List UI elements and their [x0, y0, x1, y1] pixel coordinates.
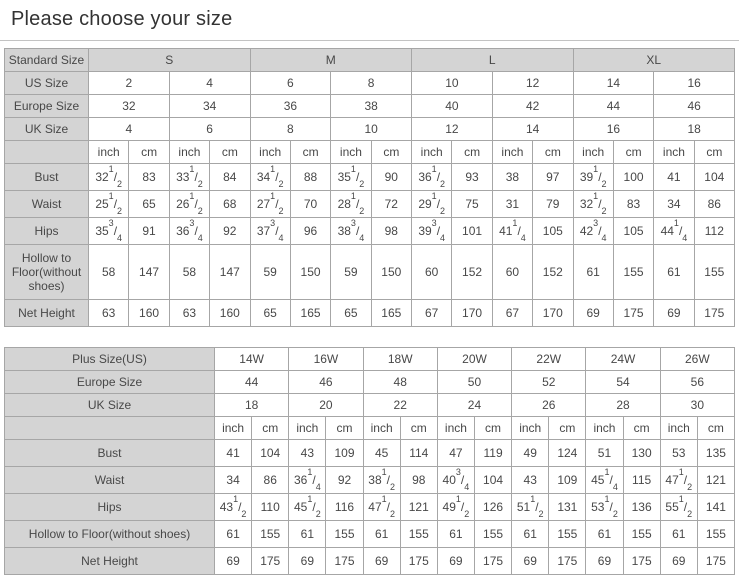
size-group-header: S [89, 49, 251, 72]
measure-cell: 110 [252, 494, 289, 521]
row-label: Hollow to Floor(without shoes) [5, 521, 215, 548]
measure-cell: 104 [694, 164, 734, 191]
measure-cell: 155 [549, 521, 586, 548]
size-cell: 6 [250, 72, 331, 95]
measure-cell: 124 [549, 440, 586, 467]
measure-cell: 175 [613, 300, 653, 327]
size-cell: 22W [512, 348, 586, 371]
measure-cell: $32^1/_2$ [89, 164, 129, 191]
unit-cell: inch [363, 417, 400, 440]
measure-cell: 98 [371, 218, 411, 245]
measure-cell: 83 [613, 191, 653, 218]
measure-cell: 175 [623, 548, 660, 575]
unit-row-corner [5, 417, 215, 440]
unit-row [5, 417, 735, 440]
unit-cell: cm [326, 417, 363, 440]
measure-cell: 69 [289, 548, 326, 575]
size-cell: 44 [215, 371, 289, 394]
size-cell: 42 [492, 95, 573, 118]
measure-cell: 69 [437, 548, 474, 575]
measure-cell: 97 [533, 164, 573, 191]
measure-cell: 136 [623, 494, 660, 521]
unit-cell: inch [331, 141, 371, 164]
measure-cell: 175 [252, 548, 289, 575]
size-group-header: M [250, 49, 412, 72]
size-cell: 16W [289, 348, 363, 371]
size-cell: 18W [363, 348, 437, 371]
measure-cell: 116 [326, 494, 363, 521]
measure-cell: 114 [400, 440, 437, 467]
measure-cell: $39^3/_4$ [412, 218, 452, 245]
measure-cell: 65 [250, 300, 290, 327]
size-cell: 26W [660, 348, 734, 371]
measure-cell: $53^1/_2$ [586, 494, 623, 521]
measure-cell: $33^1/_2$ [169, 164, 209, 191]
measure-cell: 86 [252, 467, 289, 494]
measure-cell: 91 [129, 218, 169, 245]
size-row [5, 348, 735, 371]
size-cell: 46 [289, 371, 363, 394]
measure-cell: 63 [89, 300, 129, 327]
measure-cell: 155 [613, 245, 653, 300]
size-row [5, 72, 735, 95]
measure-cell: 112 [694, 218, 734, 245]
measure-row [5, 548, 735, 575]
measure-cell: 98 [400, 467, 437, 494]
measure-cell: $47^1/_2$ [363, 494, 400, 521]
row-label: Waist [5, 191, 89, 218]
measure-cell: $49^1/_2$ [437, 494, 474, 521]
row-label: Europe Size [5, 95, 89, 118]
unit-cell: cm [452, 141, 492, 164]
unit-cell: inch [89, 141, 129, 164]
unit-cell: cm [290, 141, 330, 164]
unit-cell: inch [250, 141, 290, 164]
measure-cell: 130 [623, 440, 660, 467]
row-label: Plus Size(US) [5, 348, 215, 371]
measure-cell: 165 [290, 300, 330, 327]
measure-cell: 69 [654, 300, 694, 327]
measure-cell: $39^1/_2$ [573, 164, 613, 191]
size-cell: 50 [437, 371, 511, 394]
row-label: Hips [5, 494, 215, 521]
measure-cell: 61 [289, 521, 326, 548]
measure-cell: $47^1/_2$ [660, 467, 697, 494]
measure-row [5, 494, 735, 521]
plus-size-table [4, 347, 735, 575]
measure-cell: 69 [512, 548, 549, 575]
measure-cell: $45^1/_4$ [586, 467, 623, 494]
size-cell: 16 [573, 118, 654, 141]
measure-cell: 61 [654, 245, 694, 300]
size-cell: 44 [573, 95, 654, 118]
unit-cell: cm [252, 417, 289, 440]
measure-cell: 175 [474, 548, 511, 575]
measure-cell: 60 [412, 245, 452, 300]
measure-cell: 61 [512, 521, 549, 548]
measure-cell: 72 [371, 191, 411, 218]
measure-cell: $35^1/_2$ [331, 164, 371, 191]
size-cell: 36 [250, 95, 331, 118]
corner-label: Standard Size [5, 49, 89, 72]
measure-cell: 101 [452, 218, 492, 245]
measure-cell: $25^1/_2$ [89, 191, 129, 218]
unit-cell: inch [660, 417, 697, 440]
row-label: Europe Size [5, 371, 215, 394]
measure-cell: $38^1/_2$ [363, 467, 400, 494]
measure-cell: 61 [215, 521, 252, 548]
measure-cell: 90 [371, 164, 411, 191]
measure-cell: 170 [533, 300, 573, 327]
measure-cell: 69 [573, 300, 613, 327]
unit-row [5, 141, 735, 164]
size-cell: 46 [654, 95, 735, 118]
unit-cell: cm [474, 417, 511, 440]
size-cell: 14 [492, 118, 573, 141]
size-row [5, 394, 735, 417]
size-cell: 8 [250, 118, 331, 141]
measure-cell: 88 [290, 164, 330, 191]
measure-cell: 155 [474, 521, 511, 548]
measure-cell: 165 [371, 300, 411, 327]
unit-cell: inch [492, 141, 532, 164]
measure-cell: 96 [290, 218, 330, 245]
measure-cell: 141 [697, 494, 734, 521]
row-label: Net Height [5, 300, 89, 327]
measure-cell: 47 [437, 440, 474, 467]
unit-cell: cm [210, 141, 250, 164]
measure-cell: 31 [492, 191, 532, 218]
size-cell: 4 [89, 118, 170, 141]
measure-cell: 61 [573, 245, 613, 300]
group-header-row [5, 49, 735, 72]
measure-cell: 175 [697, 548, 734, 575]
size-cell: 20W [437, 348, 511, 371]
size-cell: 26 [512, 394, 586, 417]
size-cell: 14 [573, 72, 654, 95]
measure-cell: $43^1/_2$ [215, 494, 252, 521]
measure-cell: 41 [654, 164, 694, 191]
measure-cell: 115 [623, 467, 660, 494]
measure-cell: 38 [492, 164, 532, 191]
unit-cell: inch [169, 141, 209, 164]
row-label: UK Size [5, 118, 89, 141]
size-row [5, 95, 735, 118]
row-label: Hollow to Floor(without shoes) [5, 245, 89, 300]
measure-cell: $26^1/_2$ [169, 191, 209, 218]
measure-cell: 92 [326, 467, 363, 494]
measure-cell: 121 [400, 494, 437, 521]
measure-cell: 58 [89, 245, 129, 300]
unit-cell: cm [694, 141, 734, 164]
measure-cell: $42^3/_4$ [573, 218, 613, 245]
row-label: Net Height [5, 548, 215, 575]
size-cell: 18 [654, 118, 735, 141]
measure-cell: 152 [533, 245, 573, 300]
measure-cell: $32^1/_2$ [573, 191, 613, 218]
measure-cell: 109 [549, 467, 586, 494]
measure-cell: 104 [252, 440, 289, 467]
unit-cell: inch [512, 417, 549, 440]
unit-cell: inch [437, 417, 474, 440]
measure-cell: 75 [452, 191, 492, 218]
measure-row [5, 245, 735, 300]
measure-row [5, 300, 735, 327]
row-label: Bust [5, 440, 215, 467]
measure-cell: 147 [129, 245, 169, 300]
measure-cell: 150 [290, 245, 330, 300]
size-cell: 12 [492, 72, 573, 95]
size-cell: 48 [363, 371, 437, 394]
measure-cell: 155 [697, 521, 734, 548]
measure-row [5, 521, 735, 548]
unit-cell: cm [533, 141, 573, 164]
measure-cell: 160 [210, 300, 250, 327]
measure-cell: 105 [533, 218, 573, 245]
measure-cell: 152 [452, 245, 492, 300]
measure-cell: $35^3/_4$ [89, 218, 129, 245]
size-group-header: L [412, 49, 574, 72]
size-cell: 6 [169, 118, 250, 141]
size-cell: 4 [169, 72, 250, 95]
measure-cell: 65 [331, 300, 371, 327]
size-cell: 10 [331, 118, 412, 141]
page-title: Please choose your size [11, 8, 233, 30]
measure-cell: $36^1/_4$ [289, 467, 326, 494]
measure-cell: $55^1/_2$ [660, 494, 697, 521]
measure-cell: 67 [492, 300, 532, 327]
measure-cell: 100 [613, 164, 653, 191]
unit-cell: cm [549, 417, 586, 440]
measure-cell: 70 [290, 191, 330, 218]
measure-cell: 61 [437, 521, 474, 548]
size-cell: 30 [660, 394, 734, 417]
measure-cell: 175 [400, 548, 437, 575]
measure-cell: 155 [623, 521, 660, 548]
measure-cell: 93 [452, 164, 492, 191]
unit-cell: inch [586, 417, 623, 440]
measure-cell: $29^1/_2$ [412, 191, 452, 218]
measure-cell: $51^1/_2$ [512, 494, 549, 521]
size-cell: 10 [412, 72, 493, 95]
measure-cell: $40^3/_4$ [437, 467, 474, 494]
measure-cell: 43 [289, 440, 326, 467]
measure-cell: 69 [215, 548, 252, 575]
measure-cell: 58 [169, 245, 209, 300]
measure-cell: 59 [250, 245, 290, 300]
measure-cell: 61 [363, 521, 400, 548]
measure-cell: 69 [586, 548, 623, 575]
measure-cell: 61 [660, 521, 697, 548]
size-cell: 38 [331, 95, 412, 118]
measure-cell: 69 [660, 548, 697, 575]
row-label: UK Size [5, 394, 215, 417]
measure-cell: 49 [512, 440, 549, 467]
measure-cell: 170 [452, 300, 492, 327]
measure-cell: 105 [613, 218, 653, 245]
measure-cell: $37^3/_4$ [250, 218, 290, 245]
measure-cell: 92 [210, 218, 250, 245]
unit-cell: inch [289, 417, 326, 440]
measure-cell: 65 [129, 191, 169, 218]
size-cell: 28 [586, 394, 660, 417]
size-row [5, 118, 735, 141]
size-cell: 24 [437, 394, 511, 417]
size-row [5, 371, 735, 394]
measure-cell: 34 [654, 191, 694, 218]
measure-cell: 69 [363, 548, 400, 575]
measure-cell: 61 [586, 521, 623, 548]
measure-cell: 45 [363, 440, 400, 467]
measure-cell: 84 [210, 164, 250, 191]
measure-cell: $28^1/_2$ [331, 191, 371, 218]
measure-cell: 86 [694, 191, 734, 218]
measure-cell: 104 [474, 467, 511, 494]
measure-row [5, 218, 735, 245]
size-cell: 56 [660, 371, 734, 394]
measure-cell: 68 [210, 191, 250, 218]
measure-cell: 160 [129, 300, 169, 327]
size-cell: 24W [586, 348, 660, 371]
unit-row-corner [5, 141, 89, 164]
unit-cell: inch [573, 141, 613, 164]
measure-cell: $27^1/_2$ [250, 191, 290, 218]
unit-cell: cm [697, 417, 734, 440]
measure-cell: 79 [533, 191, 573, 218]
measure-cell: 155 [252, 521, 289, 548]
measure-cell: 131 [549, 494, 586, 521]
size-cell: 16 [654, 72, 735, 95]
size-cell: 34 [169, 95, 250, 118]
measure-cell: 126 [474, 494, 511, 521]
measure-cell: 43 [512, 467, 549, 494]
measure-cell: 175 [694, 300, 734, 327]
unit-cell: cm [623, 417, 660, 440]
measure-row [5, 440, 735, 467]
unit-cell: cm [129, 141, 169, 164]
measure-cell: 83 [129, 164, 169, 191]
measure-cell: 175 [549, 548, 586, 575]
standard-size-table [4, 48, 735, 327]
size-group-header: XL [573, 49, 735, 72]
size-cell: 40 [412, 95, 493, 118]
unit-cell: inch [654, 141, 694, 164]
measure-row [5, 191, 735, 218]
unit-cell: inch [215, 417, 252, 440]
measure-cell: 147 [210, 245, 250, 300]
measure-cell: 59 [331, 245, 371, 300]
unit-cell: cm [400, 417, 437, 440]
measure-row [5, 164, 735, 191]
measure-cell: 175 [326, 548, 363, 575]
row-label: Bust [5, 164, 89, 191]
measure-cell: 121 [697, 467, 734, 494]
unit-cell: inch [412, 141, 452, 164]
measure-cell: 60 [492, 245, 532, 300]
row-label: Waist [5, 467, 215, 494]
title-divider [0, 40, 739, 41]
size-cell: 14W [215, 348, 289, 371]
unit-cell: cm [613, 141, 653, 164]
measure-cell: $44^1/_4$ [654, 218, 694, 245]
measure-cell: 53 [660, 440, 697, 467]
size-cell: 52 [512, 371, 586, 394]
measure-cell: 63 [169, 300, 209, 327]
size-cell: 32 [89, 95, 170, 118]
measure-cell: 67 [412, 300, 452, 327]
measure-cell: 155 [326, 521, 363, 548]
size-cell: 2 [89, 72, 170, 95]
measure-cell: $36^1/_2$ [412, 164, 452, 191]
measure-cell: $38^3/_4$ [331, 218, 371, 245]
measure-cell: $41^1/_4$ [492, 218, 532, 245]
measure-cell: 135 [697, 440, 734, 467]
size-cell: 18 [215, 394, 289, 417]
row-label: Hips [5, 218, 89, 245]
measure-cell: $36^3/_4$ [169, 218, 209, 245]
measure-cell: 150 [371, 245, 411, 300]
measure-cell: 155 [694, 245, 734, 300]
measure-cell: $45^1/_2$ [289, 494, 326, 521]
measure-cell: 155 [400, 521, 437, 548]
size-cell: 22 [363, 394, 437, 417]
measure-cell: 34 [215, 467, 252, 494]
measure-cell: 41 [215, 440, 252, 467]
measure-cell: $34^1/_2$ [250, 164, 290, 191]
measure-cell: 109 [326, 440, 363, 467]
row-label: US Size [5, 72, 89, 95]
size-cell: 20 [289, 394, 363, 417]
size-cell: 12 [412, 118, 493, 141]
measure-row [5, 467, 735, 494]
unit-cell: cm [371, 141, 411, 164]
size-cell: 54 [586, 371, 660, 394]
size-cell: 8 [331, 72, 412, 95]
measure-cell: 51 [586, 440, 623, 467]
measure-cell: 119 [474, 440, 511, 467]
